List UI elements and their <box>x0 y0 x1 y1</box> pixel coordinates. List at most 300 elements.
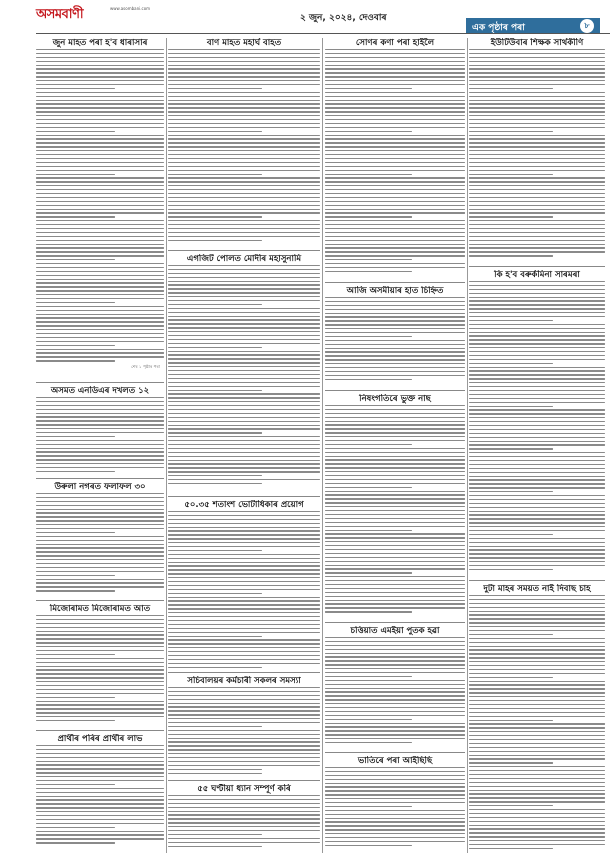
text-line <box>36 224 164 225</box>
text-line <box>469 665 605 666</box>
text-line <box>469 201 605 202</box>
text-line <box>325 494 465 495</box>
text-line <box>325 115 465 116</box>
text-line <box>469 460 605 461</box>
text-line <box>36 551 164 552</box>
text-line <box>168 220 320 221</box>
column-2 <box>168 38 320 853</box>
article-headline: বাণ মাহত মহাৰ্ঘ বাহত <box>206 38 282 48</box>
text-line <box>469 762 553 763</box>
column-3 <box>325 38 465 853</box>
text-line <box>325 596 465 597</box>
text-line <box>36 681 164 682</box>
text-line <box>469 735 605 736</box>
article-body <box>36 397 164 472</box>
text-line <box>469 115 605 116</box>
text-line <box>36 181 164 182</box>
text-line <box>325 549 465 550</box>
text-line <box>168 335 320 336</box>
article <box>469 584 605 852</box>
text-line <box>36 325 164 326</box>
text-line <box>36 49 164 50</box>
text-line <box>469 704 605 705</box>
text-line <box>168 527 320 528</box>
text-line <box>325 592 465 593</box>
text-line <box>168 174 262 175</box>
text-line <box>168 515 320 516</box>
text-line <box>325 154 465 155</box>
text-line <box>469 696 605 697</box>
text-line <box>325 355 465 356</box>
text-line <box>325 837 465 838</box>
text-line <box>469 599 605 600</box>
article-headline: দুটা মাহৰ সময়ত নাই দিবাছ চাহ <box>483 584 591 594</box>
text-line <box>325 297 465 298</box>
text-line <box>168 565 320 566</box>
text-line <box>168 170 320 171</box>
article-headline: মিজোৰামত মিজোৰামত আত <box>49 604 151 614</box>
article <box>36 482 164 594</box>
text-line <box>325 483 465 484</box>
text-line <box>168 523 320 524</box>
text-line <box>325 810 465 811</box>
text-line <box>36 80 164 81</box>
text-line <box>325 572 412 573</box>
text-line <box>168 362 320 363</box>
text-line <box>36 567 164 568</box>
text-line <box>168 296 320 297</box>
text-line <box>36 240 164 241</box>
text-line <box>469 177 605 178</box>
text-line <box>469 657 605 658</box>
text-line <box>469 793 605 794</box>
text-line <box>36 216 115 217</box>
text-line <box>36 536 164 537</box>
text-line <box>469 557 605 558</box>
text-line <box>325 119 465 120</box>
column-1 <box>36 38 164 853</box>
text-line <box>469 205 605 206</box>
text-line <box>36 516 164 517</box>
text-line <box>469 479 605 480</box>
text-line <box>469 611 605 612</box>
text-line <box>36 255 164 256</box>
text-line <box>469 817 605 818</box>
text-line <box>36 784 115 785</box>
text-line <box>168 111 320 112</box>
text-line <box>469 355 605 356</box>
text-line <box>36 799 164 800</box>
text-line <box>168 119 320 120</box>
text-line <box>469 595 605 596</box>
article <box>36 38 164 371</box>
text-line <box>36 642 164 643</box>
text-line <box>469 716 605 717</box>
text-line <box>36 455 164 456</box>
article <box>168 784 320 849</box>
text-line <box>36 177 164 178</box>
text-line <box>36 673 164 674</box>
text-line <box>469 135 605 136</box>
text-line <box>325 684 465 685</box>
text-line <box>469 57 605 58</box>
text-line <box>469 801 605 802</box>
text-line <box>36 463 164 464</box>
text-line <box>469 786 605 787</box>
article-body <box>469 49 605 257</box>
text-line <box>168 378 320 379</box>
text-line <box>469 700 605 701</box>
text-line <box>469 390 605 391</box>
text-line <box>325 417 465 418</box>
text-line <box>168 304 262 305</box>
text-line <box>36 65 164 66</box>
text-line <box>325 220 465 221</box>
article-body <box>469 595 605 849</box>
text-line <box>325 409 465 410</box>
article-body <box>168 511 320 668</box>
text-line <box>469 511 605 512</box>
text-line <box>168 84 320 85</box>
text-line <box>325 244 465 245</box>
text-line <box>36 646 164 647</box>
article-divider <box>36 600 164 601</box>
text-line <box>36 405 164 406</box>
text-line <box>168 347 262 348</box>
text-line <box>36 428 164 429</box>
text-line <box>36 708 164 709</box>
text-line <box>469 251 605 252</box>
text-line <box>36 271 164 272</box>
text-line <box>168 483 262 484</box>
text-line <box>168 281 320 282</box>
text-line <box>36 138 164 139</box>
text-line <box>36 251 164 252</box>
text-line <box>36 413 164 414</box>
text-line <box>325 131 412 132</box>
article <box>469 270 605 573</box>
article-divider <box>168 250 320 251</box>
text-line <box>36 127 164 128</box>
text-line <box>168 738 320 739</box>
logo-text: অসমবাণী <box>36 7 84 22</box>
text-line <box>36 512 164 513</box>
text-line <box>168 710 320 711</box>
text-line <box>469 53 605 54</box>
text-line <box>469 370 605 371</box>
text-line <box>168 240 262 241</box>
text-line <box>168 232 320 233</box>
text-line <box>168 769 262 770</box>
text-line <box>469 170 605 171</box>
text-line <box>168 745 320 746</box>
text-line <box>168 741 320 742</box>
article <box>168 500 320 671</box>
text-line <box>36 263 164 264</box>
text-line <box>36 232 164 233</box>
text-line <box>36 772 164 773</box>
text-line <box>168 534 320 535</box>
text-line <box>36 627 164 628</box>
text-line <box>168 554 320 555</box>
text-line <box>36 170 164 171</box>
text-line <box>168 354 320 355</box>
text-line <box>168 691 320 692</box>
text-line <box>168 460 320 461</box>
text-line <box>168 327 320 328</box>
text-line <box>36 776 164 777</box>
text-line <box>36 150 164 151</box>
text-line <box>469 72 605 73</box>
text-line <box>325 185 465 186</box>
text-line <box>168 542 320 543</box>
text-line <box>36 197 164 198</box>
text-line <box>469 684 605 685</box>
article-divider <box>36 730 164 731</box>
text-line <box>469 154 605 155</box>
text-line <box>325 537 465 538</box>
text-line <box>469 503 605 504</box>
article-headline: ভাতিৰে পৰা আইছিছি <box>357 756 433 766</box>
text-line <box>168 76 320 77</box>
text-line <box>325 150 465 151</box>
article <box>36 734 164 846</box>
text-line <box>168 444 320 445</box>
text-line <box>168 639 320 640</box>
text-line <box>469 844 605 845</box>
text-line <box>36 162 164 163</box>
text-line <box>469 538 605 539</box>
text-line <box>325 664 465 665</box>
article-body <box>168 687 320 774</box>
text-line <box>168 127 320 128</box>
text-line <box>325 421 465 422</box>
text-line <box>168 107 320 108</box>
text-line <box>168 569 320 570</box>
text-line <box>168 663 320 664</box>
text-line <box>325 236 465 237</box>
text-line <box>36 579 164 580</box>
text-line <box>36 540 164 541</box>
text-line <box>36 757 164 758</box>
article <box>168 676 320 776</box>
text-line <box>325 177 465 178</box>
text-line <box>168 581 320 582</box>
text-line <box>469 603 605 604</box>
text-line <box>36 451 164 452</box>
article-body <box>325 767 465 846</box>
text-line <box>168 393 320 394</box>
text-line <box>325 479 465 480</box>
article-headline: সচিবালয়ৰ কৰ্মচাৰী সকলৰ সমস্যা <box>187 676 301 686</box>
text-line <box>469 653 605 654</box>
text-line <box>469 92 605 93</box>
article <box>325 38 465 275</box>
text-line <box>168 181 320 182</box>
text-line <box>469 84 605 85</box>
text-line <box>469 100 605 101</box>
text-line <box>325 459 465 460</box>
text-line <box>325 224 465 225</box>
text-line <box>469 727 605 728</box>
text-line <box>168 154 320 155</box>
section-tag <box>466 18 600 34</box>
text-line <box>469 107 605 108</box>
text-line <box>168 57 320 58</box>
article-headline: সোণৰ কণা পৰা হাইলৈ <box>355 38 435 48</box>
text-line <box>325 825 465 826</box>
text-line <box>469 131 553 132</box>
text-line <box>325 707 465 708</box>
text-line <box>325 506 465 507</box>
text-line <box>168 600 320 601</box>
text-line <box>325 734 465 735</box>
text-line <box>168 620 320 621</box>
text-line <box>36 174 115 175</box>
text-line <box>36 792 164 793</box>
text-line <box>36 275 164 276</box>
text-line <box>469 339 605 340</box>
text-line <box>36 259 115 260</box>
text-line <box>469 347 605 348</box>
text-line <box>168 228 320 229</box>
text-line <box>36 720 115 721</box>
text-line <box>36 279 164 280</box>
text-line <box>325 448 465 449</box>
text-line <box>36 520 164 521</box>
text-line <box>469 828 605 829</box>
text-line <box>168 703 320 704</box>
text-line <box>168 224 320 225</box>
text-line <box>325 475 465 476</box>
text-line <box>325 405 465 406</box>
text-line <box>168 511 320 512</box>
text-line <box>325 471 465 472</box>
text-line <box>168 432 262 433</box>
text-line <box>36 310 164 311</box>
text-line <box>469 491 553 492</box>
text-line <box>469 123 605 124</box>
text-line <box>325 212 465 213</box>
text-line <box>36 53 164 54</box>
article-divider <box>168 672 320 673</box>
text-line <box>168 519 320 520</box>
text-line <box>36 103 164 104</box>
text-line <box>325 259 412 260</box>
text-line <box>469 247 605 248</box>
text-line <box>168 405 320 406</box>
text-line <box>469 530 605 531</box>
text-line <box>469 297 605 298</box>
text-line <box>325 320 465 321</box>
text-line <box>168 88 262 89</box>
text-line <box>168 150 320 151</box>
text-line <box>36 131 115 132</box>
text-line <box>36 448 164 449</box>
text-line <box>36 528 164 529</box>
article-headline: নিষংগতিৰে ভুক্ত নাছ <box>359 394 431 404</box>
text-line <box>469 300 605 301</box>
text-line <box>469 546 605 547</box>
text-line <box>469 778 605 779</box>
text-line <box>325 53 465 54</box>
text-line <box>469 731 605 732</box>
text-line <box>469 476 605 477</box>
text-line <box>36 306 164 307</box>
article-divider <box>469 580 605 581</box>
text-line <box>168 401 320 402</box>
text-line <box>168 475 262 476</box>
text-line <box>469 49 605 50</box>
text-line <box>168 131 262 132</box>
text-line <box>469 386 605 387</box>
text-line <box>168 667 262 668</box>
text-line <box>325 775 465 776</box>
text-line <box>36 749 164 750</box>
text-line <box>168 773 262 774</box>
article-body <box>325 297 465 380</box>
text-line <box>168 397 320 398</box>
text-line <box>469 607 605 608</box>
text-line <box>325 146 465 147</box>
text-line <box>168 358 320 359</box>
text-line <box>325 96 465 97</box>
text-line <box>325 305 465 306</box>
text-line <box>469 626 605 627</box>
text-line <box>469 293 605 294</box>
text-line <box>168 822 320 823</box>
text-line <box>168 811 320 812</box>
text-line <box>168 846 262 847</box>
text-line <box>469 766 605 767</box>
text-line <box>325 691 465 692</box>
text-line <box>325 123 465 124</box>
text-line <box>168 417 320 418</box>
text-line <box>168 312 320 313</box>
text-line <box>325 802 465 803</box>
text-line <box>325 80 465 81</box>
text-line <box>325 841 465 842</box>
text-line <box>325 413 465 414</box>
text-line <box>469 774 605 775</box>
text-line <box>325 580 465 581</box>
text-line <box>168 142 320 143</box>
text-line <box>469 622 605 623</box>
text-line <box>325 711 465 712</box>
text-line <box>168 386 320 387</box>
text-line <box>168 331 320 332</box>
text-line <box>469 669 605 670</box>
text-line <box>168 409 320 410</box>
text-line <box>469 209 605 210</box>
text-line <box>469 542 605 543</box>
text-line <box>325 742 412 743</box>
text-line <box>36 497 164 498</box>
article-body <box>168 265 320 484</box>
text-line <box>36 247 164 248</box>
text-line <box>36 654 115 655</box>
text-line <box>469 61 605 62</box>
text-line <box>168 273 320 274</box>
text-line <box>36 72 164 73</box>
text-line <box>469 495 605 496</box>
text-line <box>469 96 605 97</box>
text-line <box>36 337 164 338</box>
text-line <box>469 281 605 282</box>
text-line <box>325 719 412 720</box>
article-divider <box>325 752 465 753</box>
text-line <box>168 830 320 831</box>
